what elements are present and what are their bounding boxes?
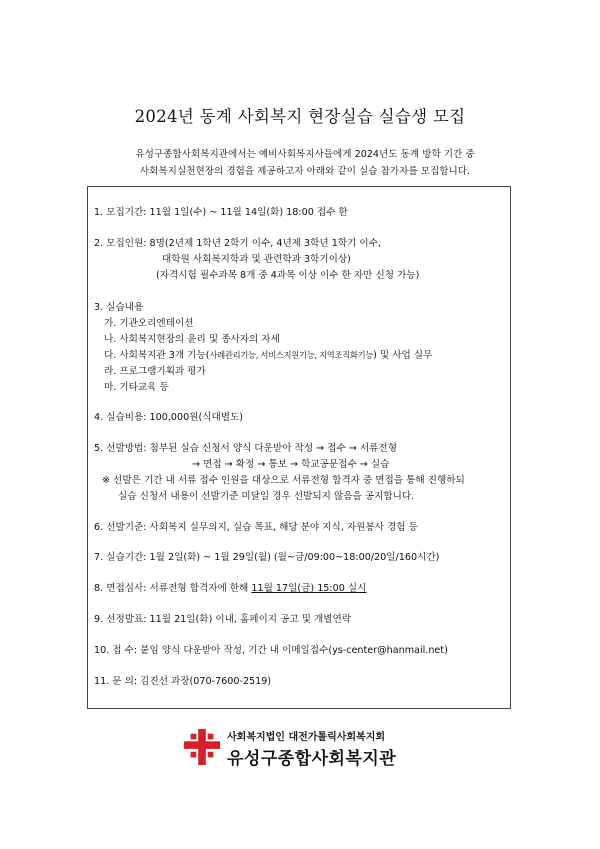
intro-line-1: 유성구종합사회복지관에서는 예비사회복지사들에게 2024년도 동계 방학 기간 중: [135, 149, 475, 160]
intro-line-2: 사회복지실천현장의 경험을 제공하고자 아래와 같이 실습 참가자를 모집합니다.: [139, 166, 471, 177]
content-a: 가. 기관오리엔테이션: [104, 318, 194, 329]
item-contact: 11. 문 의: 김진선 과장(070-7600-2519): [94, 676, 272, 687]
content-c-functions: 사례관리기능, 서비스지원기능, 지역조직화기능: [209, 350, 374, 360]
item-announcement: 9. 선정발표: 11월 21일(화) 이내, 홈페이지 공고 및 개별연락: [94, 614, 352, 625]
content-c-pre: 다. 사회복지관 3개 기능(: [104, 350, 210, 361]
interview-label: 8. 면접심사: 서류전형 합격자에 한해: [94, 583, 252, 594]
content-e: 마. 기타교육 등: [104, 382, 169, 393]
selection-note-line2: 실습 신청서 내용이 선발기준 미달일 경우 선발되지 않음을 공지합니다.: [118, 491, 415, 502]
item-count-line2: 대학원 사회복지학과 및 관련학과 3학기이상): [162, 254, 351, 265]
item-count: 2. 모집인원: 8명(2년제 1학년 2학기 이수, 4년제 3학년 1학기 이수,: [94, 238, 382, 249]
content-c: [104, 349, 432, 362]
details-box: [87, 186, 511, 709]
content-b: 나. 사회복지현장의 윤리 및 종사자의 자세: [104, 334, 280, 345]
item-selection: 5. 선발방법: 첨부된 실습 신청서 양식 다운받아 작성 → 접수 → 서류전형: [94, 443, 397, 454]
item-application: 10. 접 수: 붙임 양식 다운받아 작성, 기간 내 이메일접수(ys-center@hanmail.net): [94, 645, 448, 656]
item-period: 1. 모집기간: 11월 1일(수) ~ 11월 14일(화) 18:00 접수 한: [94, 207, 348, 218]
item-selection-line2: → 면접 → 확정 → 통보 → 학교공문접수 → 실습: [192, 459, 390, 470]
org-name: 유성구종합사회복지관: [227, 749, 397, 769]
item-content: 3. 실습내용: [94, 302, 144, 313]
content-d: 라. 프로그램기획과 평가: [104, 366, 206, 377]
content-c-post: ) 및 사업 실무: [373, 350, 433, 361]
page-title: 2024년 동계 사회복지 현장실습 실습생 모집: [134, 107, 466, 126]
parent-org-name: 사회복지법인 대전가톨릭사회복지회: [227, 732, 386, 743]
organization-logo: [183, 728, 423, 768]
item-duration: 7. 실습기간: 1월 2일(화) ~ 1월 29일(월) (월~금/09:00~18:00/20일/160시간): [94, 552, 440, 563]
catholic-cross-icon: [183, 728, 221, 766]
intro-text: [95, 146, 515, 180]
item-count-line3: (자격시험 필수과목 8개 중 4과목 이상 이수 한 자만 신청 가능): [156, 270, 420, 281]
selection-note: ※ 선발은 기간 내 서류 접수 인원을 대상으로 서류전형 합격자 중 면접을 통해 진행하되: [102, 475, 465, 486]
interview-date: 11월 17일(금) 15:00 실시: [251, 583, 367, 594]
item-criteria: 6. 선발기준: 사회복지 실무의지, 실습 목표, 해당 분야 지식, 자원봉사 경험 등: [94, 522, 418, 533]
item-cost: 4. 실습비용: 100,000원(식대별도): [94, 412, 244, 423]
item-interview: [94, 582, 366, 595]
